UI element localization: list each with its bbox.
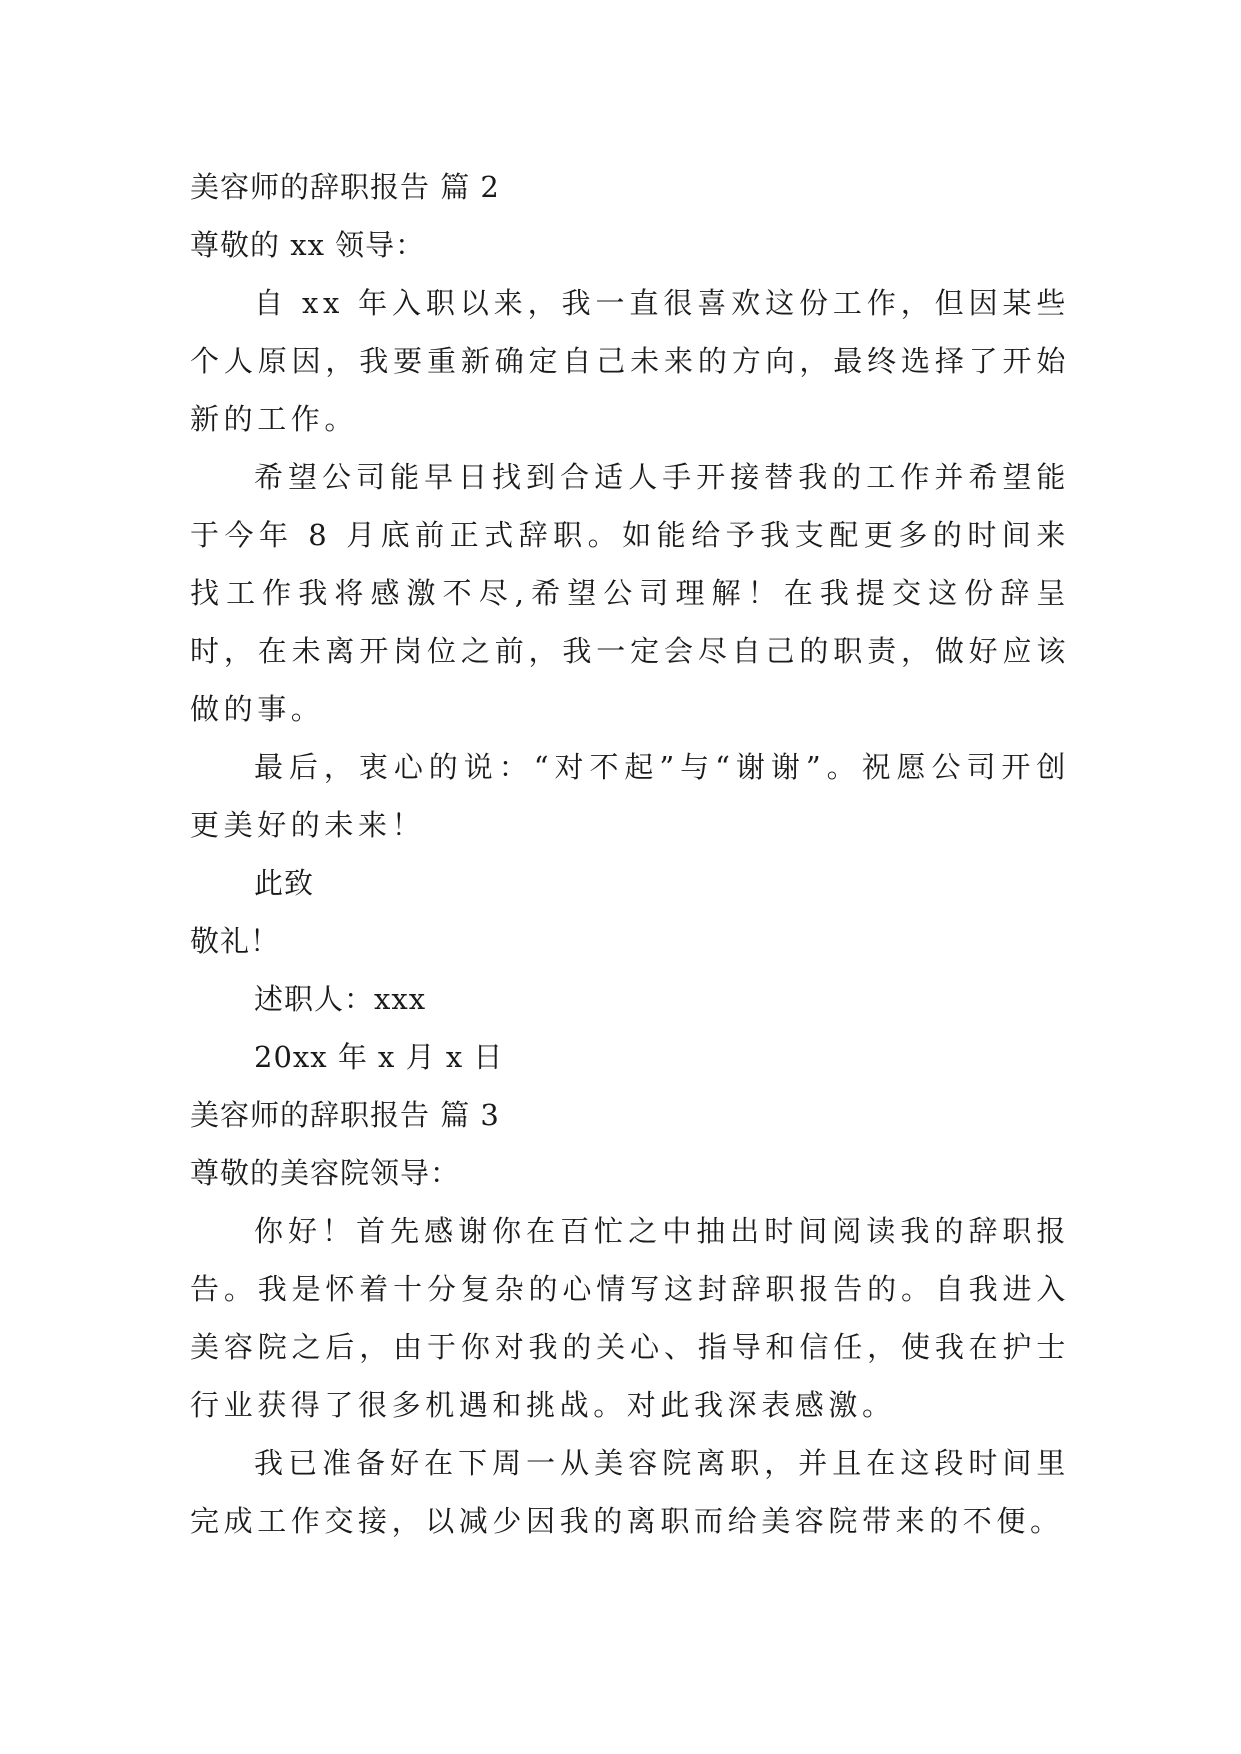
section-2-paragraph-1: 自 xx 年入职以来，我一直很喜欢这份工作，但因某些个人原因，我要重新确定自己未来的方向，最终选择了开始新的工作。 (190, 286, 1070, 436)
document-body (190, 158, 1070, 1550)
section-2-signer: 述职人：xxx (254, 982, 427, 1016)
section-2-closing-2: 敬礼！ (190, 924, 281, 958)
section-3-title: 美容师的辞职报告 篇 3 (190, 1098, 500, 1132)
section-3-paragraph-2: 我已准备好在下周一从美容院离职，并且在这段时间里完成工作交接，以减少因我的离职而给美容院带来的不便。 (190, 1446, 1070, 1538)
section-3-salutation: 尊敬的美容院领导： (190, 1156, 461, 1190)
section-2-paragraph-3: 最后，衷心的说：“对不起”与“谢谢”。祝愿公司开创更美好的未来！ (190, 750, 1070, 842)
section-2-title: 美容师的辞职报告 篇 2 (190, 170, 500, 204)
section-2-date: 20xx 年 x 月 x 日 (254, 1040, 504, 1074)
section-2-paragraph-2: 希望公司能早日找到合适人手开接替我的工作并希望能于今年 8 月底前正式辞职。如能给予我支配更多的时间来找工作我将感激不尽,希望公司理解！在我提交这份辞呈时，在未离开岗位之前，我一定会尽自己的职责，做好应该做的事。 (190, 460, 1070, 726)
section-2-salutation: 尊敬的 xx 领导： (190, 228, 426, 262)
section-3-paragraph-1: 你好！首先感谢你在百忙之中抽出时间阅读我的辞职报告。我是怀着十分复杂的心情写这封辞职报告的。自我进入美容院之后，由于你对我的关心、指导和信任，使我在护士行业获得了很多机遇和挑战。对此我深表感激。 (190, 1214, 1070, 1422)
section-2-closing-1: 此致 (254, 866, 315, 900)
